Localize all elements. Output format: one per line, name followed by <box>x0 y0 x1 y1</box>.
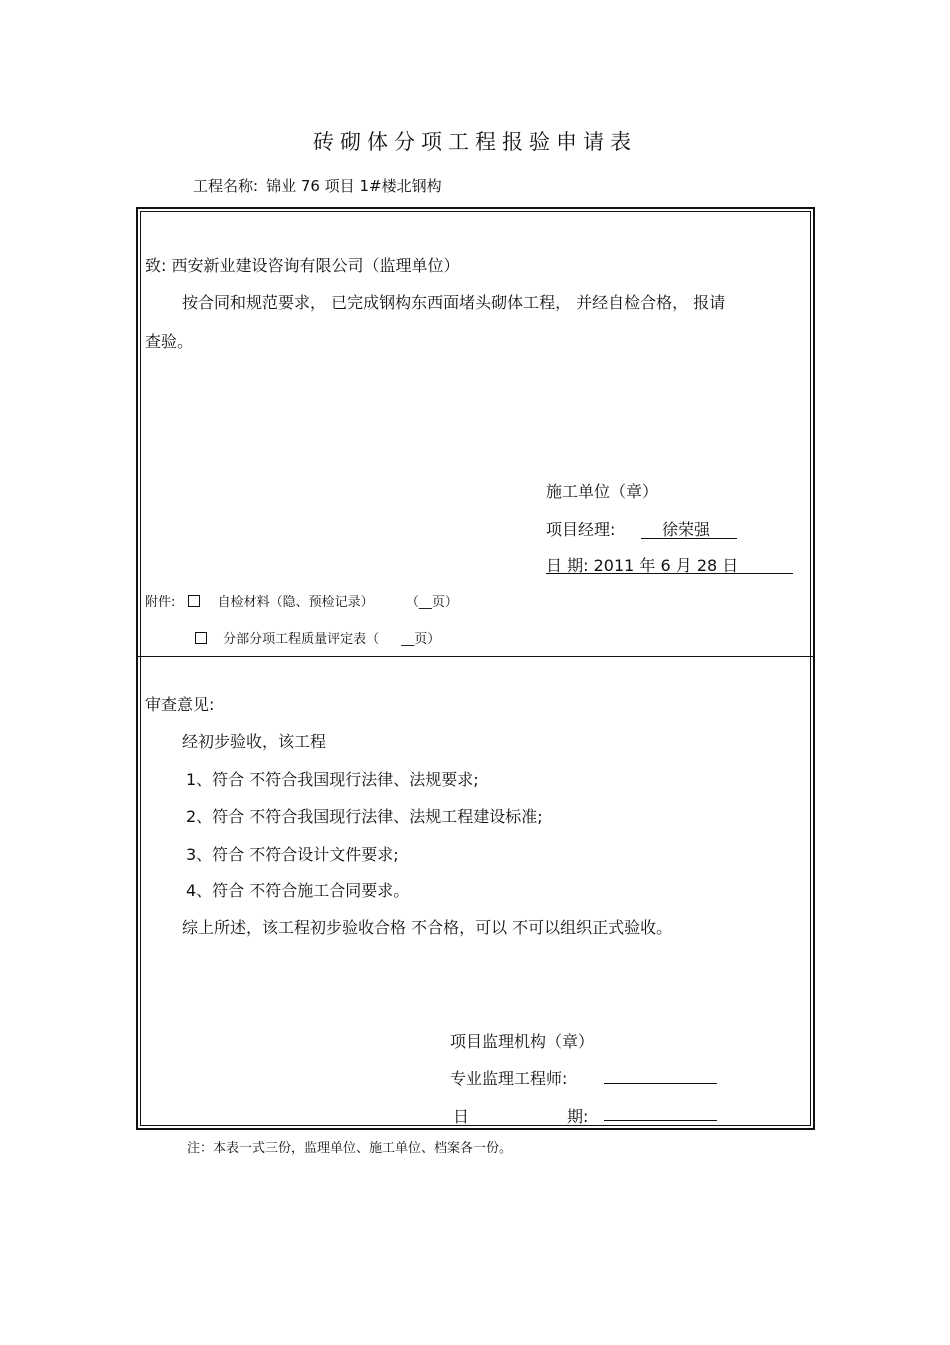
review-date-label-first: 日 <box>453 1107 470 1126</box>
project-label: 工程名称: <box>193 177 259 195</box>
review-item-1: 1、符合 不符合我国现行法律、法规要求; <box>186 770 479 789</box>
attachment2-text: 分部分项工程质量评定表（ <box>223 632 380 647</box>
attachments-label: 附件: <box>145 595 176 610</box>
application-body-line2: 查验。 <box>145 332 194 351</box>
supervision-org-label: 项目监理机构（章） <box>450 1032 595 1051</box>
date-underline <box>546 573 793 574</box>
attachment-row-1 <box>145 591 458 610</box>
review-heading: 审查意见: <box>145 695 215 714</box>
review-date-label-second: 期: <box>567 1107 589 1126</box>
form-title: 砖砌体分项工程报验申请表 <box>313 130 637 154</box>
date-value: 2011 年 6 月 28 日 <box>593 556 739 575</box>
review-item-3: 3、符合 不符合设计文件要求; <box>186 845 399 864</box>
application-body-line1: 按合同和规范要求， 已完成钢构东西面堵头砌体工程， 并经自检合格， 报请 <box>182 293 726 312</box>
manager-line <box>546 517 615 540</box>
addressee-line: 致: 西安新业建设咨询有限公司（监理单位） <box>145 256 460 275</box>
review-conclusion: 综上所述，该工程初步验收合格 不合格，可以 不可以组织正式验收。 <box>182 918 673 937</box>
manager-underline <box>641 538 737 539</box>
footer-note: 注：本表一式三份，监理单位、施工单位、档案各一份。 <box>187 1141 513 1156</box>
attachment1-text: 自检材料（隐、预检记录） <box>217 595 374 610</box>
contractor-label: 施工单位（章） <box>546 482 659 501</box>
review-item-2: 2、符合 不符合我国现行法律、法规工程建设标准; <box>186 807 543 826</box>
manager-name: 徐荣强 <box>662 520 711 539</box>
form-inner-border <box>140 211 811 1126</box>
review-item-4: 4、符合 不符合施工合同要求。 <box>186 881 410 900</box>
engineer-signature-line[interactable] <box>604 1083 717 1084</box>
manager-label: 项目经理: <box>546 520 616 539</box>
date-label: 日 期: <box>546 556 589 575</box>
attachment2-pages: __页） <box>401 632 441 647</box>
section-divider <box>137 656 814 657</box>
attachment-row-2 <box>195 628 440 647</box>
review-intro: 经初步验收，该工程 <box>182 732 327 751</box>
project-line <box>193 175 450 196</box>
attachment2-checkbox[interactable] <box>195 632 207 644</box>
attachment1-pages: （__页） <box>405 595 458 610</box>
attachment1-checkbox[interactable] <box>188 595 200 607</box>
engineer-label: 专业监理工程师: <box>450 1069 568 1088</box>
project-name: 锦业 76 项目 1#楼北钢构 <box>266 177 442 195</box>
review-date-line[interactable] <box>604 1120 717 1121</box>
